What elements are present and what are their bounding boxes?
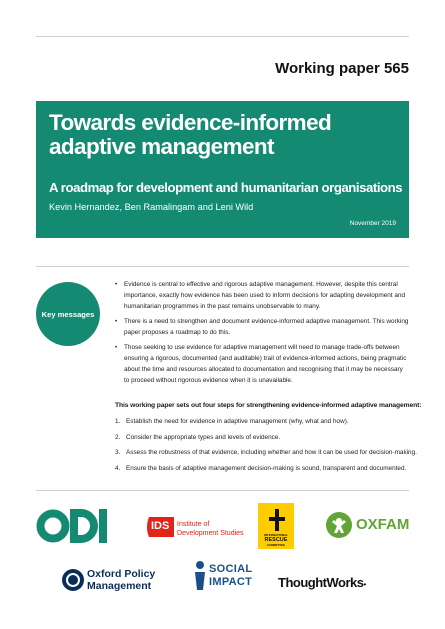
ids-badge-text: IDS [151, 520, 170, 532]
social-impact-logo [193, 558, 255, 594]
step-text: Ensure the basis of adaptive management decision-making is sound, transparent and documented. [126, 464, 407, 472]
step-item [115, 465, 409, 481]
irc-line3: COMMITTEE [267, 543, 285, 547]
bullet-icon: • [115, 317, 118, 325]
key-message-item [115, 317, 409, 339]
opm-circle-icon [62, 569, 84, 591]
ids-logo [145, 514, 244, 544]
step-number: 3. [115, 449, 121, 456]
irc-logo [258, 503, 294, 549]
opm-line1: Oxford Policy [87, 568, 156, 580]
step-text: Establish the need for evidence in adaptive management (why, what and how). [126, 418, 349, 425]
thoughtworks-mark: • [363, 580, 367, 589]
step-text: Assess the robustness of that evidence, including whether and how it can be used for decision-making. [126, 449, 417, 456]
opm-line2: Management [87, 580, 152, 592]
oxfam-circle-icon [326, 512, 352, 538]
oxfam-logo [326, 512, 412, 540]
bullet-icon: • [115, 344, 118, 352]
bullet-icon: • [115, 281, 118, 288]
paper-subtitle: A roadmap for development and humanitarian organisations [49, 180, 403, 195]
title-banner [36, 101, 409, 238]
odi-logo [36, 508, 112, 544]
ids-line2: Development Studies [177, 530, 244, 537]
odi-logo-icon [36, 508, 112, 544]
steps-heading: This working paper sets out four steps for strengthening evidence-informed adaptive management: [115, 402, 422, 409]
step-text: Consider the appropriate types and levels of evidence. [126, 433, 281, 441]
key-message-item [115, 343, 409, 386]
top-divider [36, 36, 409, 37]
authors: Kevin Hernandez, Ben Ramalingam and Leni Wild [49, 202, 254, 212]
key-messages-list [115, 280, 409, 391]
step-item [115, 418, 409, 434]
publication-date: November 2019 [349, 220, 396, 227]
step-number: 2. [115, 433, 121, 441]
opm-logo [62, 566, 164, 596]
irc-figure-icon [258, 505, 294, 535]
thoughtworks-name: ThoughtWorks [278, 575, 364, 590]
divider-before-logos [36, 490, 409, 491]
step-item [115, 434, 409, 450]
divider-after-banner [36, 266, 409, 267]
step-number: 1. [115, 418, 121, 425]
step-number: 4. [115, 464, 121, 472]
irc-line1: INTERNATIONAL [263, 533, 289, 537]
irc-line2: RESCUE [264, 537, 288, 543]
working-paper-number: Working paper 565 [275, 60, 409, 77]
key-message-item [115, 280, 409, 312]
oxfam-name: OXFAM [356, 516, 410, 533]
key-messages-label: Key messages [41, 309, 95, 319]
thoughtworks-logo [278, 574, 368, 592]
key-message-text: Evidence is central to effective and rigorous adaptive management. However, despite this central importance, exactly how evidence has been used to inform decisions for adapting development and humanitarian programmes in the past remains unobservable to many. [124, 281, 406, 310]
ids-line1: Institute of [177, 521, 210, 528]
paper-title: Towards evidence-informed adaptive management [49, 110, 332, 159]
social-impact-icon [193, 560, 207, 592]
steps-list [115, 418, 417, 480]
social-impact-line2: IMPACT [209, 576, 253, 588]
step-item [115, 449, 417, 465]
key-message-text: Those seeking to use evidence for adaptive management will need to manage trade-offs between ensuring a rigorous, documented (and auditable) trail of evidence-informed actions, being pragmatic about the time and resources allocated to documentation and recognising that it may be necessary to proceed without rigorous evidence when it is unavailable. [124, 344, 407, 384]
social-impact-line1: SOCIAL [209, 563, 253, 575]
key-messages-badge [36, 282, 100, 346]
key-message-text: There is a need to strengthen and document evidence-informed adaptive management. This working paper proposes a roadmap to do this. [124, 317, 409, 336]
